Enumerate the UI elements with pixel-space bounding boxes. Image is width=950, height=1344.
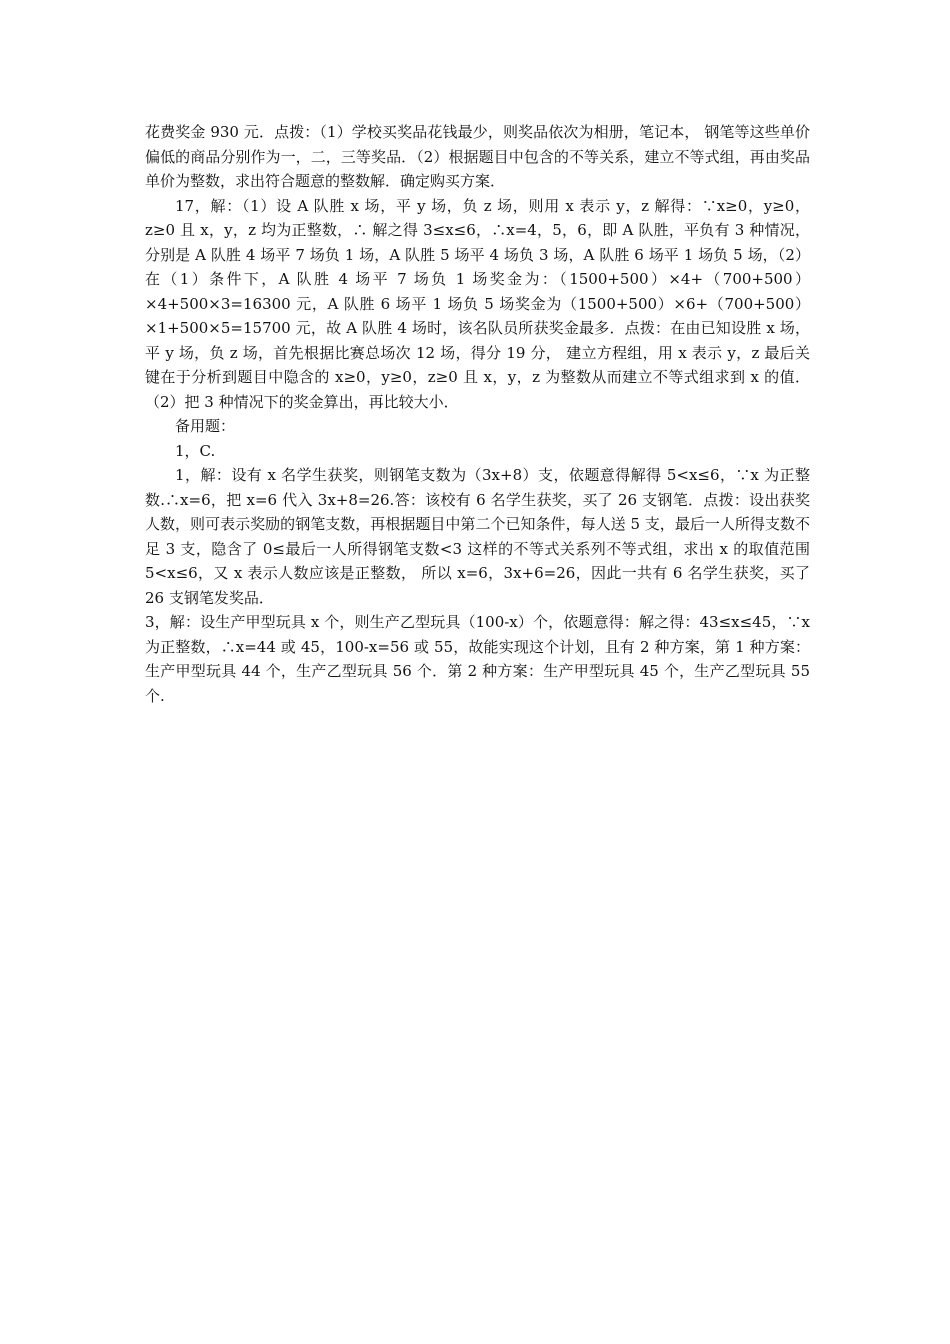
paragraph-backup-answer-1-choice: 1，C. (175, 441, 216, 460)
paragraph-answer-16-continued: 花费奖金 930 元．点拨：（1）学校买奖品花钱最少，则奖品依次为相册，笔记本， 钢笔等这些单价偏低的商品分别作为一，二，三等奖品．（2）根据题目中包含的不等关系，建立不等式组，再由奖品单价为整数，求出符合题意的整数解．确定购买方案． (145, 123, 810, 190)
document-body (145, 120, 810, 708)
paragraph-backup-answer-1-solution: 1，解：设有 x 名学生获奖，则钢笔支数为（3x+8）支，依题意得解得 5<x≤6，∵x 为正整数.∴x=6，把 x=6 代入 3x+8=26.答：该校有 6 名学生获奖，买了 26 支钢笔．点拨：设出获奖人数，则可表示奖励的钢笔支数，再根据题目中第二个已知条件，每人送 5 支，最后一人所得支数不足 3 支，隐含了 0≤最后一人所得钢笔支数<3 这样的不等式关系列不等式组，求出 x 的取值范围 5<x≤6，又 x 表示人数应该是正整数， 所以 x=6，3x+6=26，因此一共有 6 名学生获奖，买了 26 支钢笔发奖品． (145, 466, 810, 607)
paragraph-backup-heading: 备用题： (175, 417, 236, 435)
paragraph-answer-17: 17，解：（1）设 A 队胜 x 场，平 y 场，负 z 场，则用 x 表示 y，z 解得：∵x≥0，y≥0，z≥0 且 x，y，z 均为正整数，∴ 解之得 3≤x≤6，∴x=4，5，6，即 A 队胜，平负有 3 种情况，分别是 A 队胜 4 场平 7 场负 1 场，A 队胜 5 场平 4 场负 3 场，A 队胜 6 场平 1 场负 5 场，（2）在（1）条件下，A 队胜 4 场平 7 场负 1 场奖金为：（1500+500）×4+（700+500）×4+500×3=16300 元，A 队胜 6 场平 1 场负 5 场奖金为（1500+500）×6+（700+500）×1+500×5=15700 元，故 A 队胜 4 场时，该名队员所获奖金最多．点拨：在由已知设胜 x 场，平 y 场，负 z 场，首先根据比赛总场次 12 场，得分 19 分， 建立方程组，用 x 表示 y，z 最后关键在于分析到题目中隐含的 x≥0，y≥0，z≥0 且 x，y，z 为整数从而建立不等式组求到 x 的值．（2）把 3 种情况下的奖金算出，再比较大小． (145, 196, 810, 411)
paragraph-backup-answer-3: 3，解：设生产甲型玩具 x 个，则生产乙型玩具（100-x）个，依题意得：解之得：43≤x≤45，∵x 为正整数，∴x=44 或 45，100-x=56 或 55，故能实现这个计划，且有 2 种方案，第 1 种方案：生产甲型玩具 44 个，生产乙型玩具 56 个．第 2 种方案：生产甲型玩具 45 个，生产乙型玩具 55 个. (145, 613, 810, 705)
